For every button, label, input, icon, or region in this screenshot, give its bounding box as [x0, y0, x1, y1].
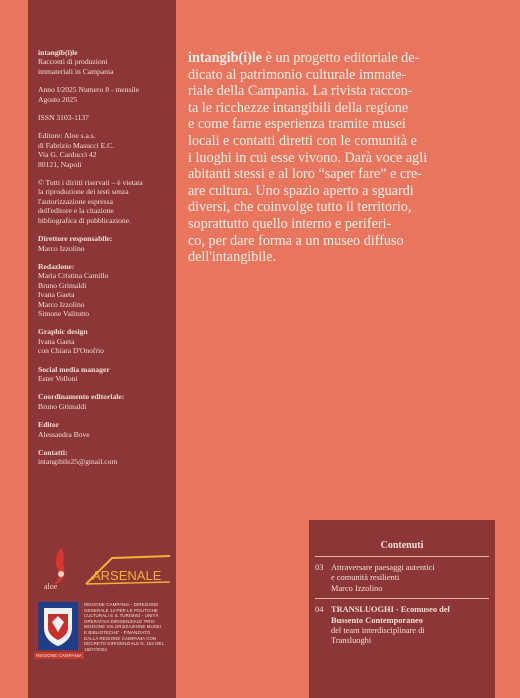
contents-box	[309, 520, 495, 698]
editorial-name-2: Bruno Grimaldi	[38, 280, 87, 290]
publisher-line-1: Editore: Aloe s.a.s.	[38, 131, 96, 141]
intro-brand: intangib(i)le	[188, 50, 263, 66]
intro-line-8: abitanti stessi e al loro “saper fare” e cre-	[188, 166, 422, 183]
contents-item[interactable]	[309, 557, 495, 598]
logos-area	[28, 536, 176, 698]
colophon-publisher	[38, 131, 176, 169]
contents-item-line: Attraversare paesaggi autentici	[331, 563, 435, 572]
contents-heading: Contenuti	[380, 540, 424, 551]
colophon-social	[38, 365, 176, 384]
gov-line-1: REGIONE CAMPANIA - DIREZIONE	[84, 602, 159, 607]
issn: ISSN 3103-1137	[38, 113, 89, 123]
colophon-contacts	[38, 448, 176, 467]
colophon-subtitle-2: immateriali in Campania	[38, 66, 114, 76]
director-label: Direttore responsabile:	[38, 234, 113, 244]
graphic-line-1: Ivana Gaeta	[38, 336, 75, 346]
contents-item-page: 04	[315, 605, 324, 615]
colophon-title: intangib(i)le	[38, 48, 78, 57]
gov-line-7: DALLA REGIONE CAMPANIA CON	[84, 635, 157, 641]
intro-line-12: co, per dare forma a un museo diffuso	[188, 232, 404, 249]
editorial-name-4: Marco Izzolino	[38, 299, 85, 309]
publisher-line-3: Via G. Carducci 42	[38, 150, 97, 160]
editorial-name-5: Simone Valitutto	[38, 308, 90, 318]
colophon-editorial	[38, 262, 176, 318]
intro-line-7: i luoghi in cui esse vivono. Darà voce agli	[188, 149, 428, 166]
contents-item-page: 03	[315, 563, 324, 572]
editorial-label: Redazione:	[38, 261, 75, 271]
publisher-line-4: 80121, Napoli	[38, 159, 82, 169]
intro-line-6: locali e contatti diretti con le comunità e	[188, 132, 417, 149]
editor-name: Alessandra Bove	[38, 429, 90, 439]
social-label: Social media manager	[38, 364, 110, 374]
social-name: Ester Volloni	[38, 373, 78, 383]
intro-line-13: dell'intangibile.	[188, 249, 277, 266]
contents-item-line: e comunità resilienti	[331, 573, 400, 583]
editor-label: Editor	[38, 420, 60, 430]
intro-line-2: dicato al patrimonio culturale immate-	[188, 66, 407, 83]
colophon-graphic	[38, 327, 176, 355]
graphic-line-2: con Chiara D'Onofrio	[38, 346, 104, 356]
colophon-subtitle-1: Racconti di produzioni	[38, 57, 108, 67]
colophon-issn	[38, 113, 176, 122]
gov-line-6: E BIBLIOTECHE' - FINANZIATO	[84, 629, 151, 635]
editorial-name-3: Ivana Gaeta	[38, 290, 75, 300]
gov-line-5: MOZIONE VALORIZZAZIONE MUSEI	[84, 624, 162, 630]
rights-line-1: © Tutti i diritti riservati – è vietata	[38, 178, 143, 188]
arsenale-logo-text: ARSENALE	[92, 568, 162, 583]
contents-item-author: Marco Izzolino	[331, 583, 383, 593]
intro-line-3: riale della Campania. La rivista raccon-	[188, 83, 413, 100]
contents-item-body	[331, 563, 435, 594]
intro-line-9: are cultura. Uno spazio aperto a sguardi	[188, 182, 414, 199]
director-name: Marco Izzolino	[38, 243, 85, 253]
region-label: REGIONE CAMPANIA	[36, 653, 83, 658]
contents-item-body	[331, 605, 450, 647]
contents-item[interactable]	[309, 599, 495, 651]
intro-line-11: soprattutto quello interno e periferi-	[188, 215, 392, 232]
rights-line-2: la riproduzione dei testi senza	[38, 187, 129, 197]
rights-line-5: bibliografica di pubblicazione.	[38, 215, 131, 225]
contents-item-line: del team interdisciplinare di	[331, 626, 425, 636]
arsenale-logo-icon	[82, 550, 174, 590]
rights-line-3: l'autorizzazione espressa	[38, 196, 113, 206]
intro-line-4: ta le ricchezze intangibili della regione	[188, 99, 409, 116]
intro-line-10: diversi, che coinvolge tutto il territorio,	[188, 199, 412, 216]
intro-first-line-rest: è un progetto editoriale de-	[262, 50, 420, 66]
contents-item-line: Transluoghi	[331, 636, 372, 646]
gov-line-4: OPERATIVA DIRIGENZIALE 'PRO-	[84, 618, 156, 624]
colophon-coordination	[38, 392, 176, 411]
contents-item-title-line: TRANSLUOGHI - Ecomuseo del	[331, 605, 450, 615]
contents-item-title-line: Bussento Contemporaneo	[331, 615, 423, 625]
colophon-masthead	[38, 48, 176, 76]
publisher-line-2: di Fabrizio Masucci E.C.	[38, 140, 115, 150]
colophon-editor	[38, 420, 176, 439]
intro-line-1	[188, 50, 508, 67]
rights-line-4: dell'editore e la citazione	[38, 206, 114, 216]
contacts-label: Contatti:	[38, 448, 68, 457]
editorial-name-1: Maria Cristina Camillo	[38, 271, 109, 281]
gov-line-2: GENERALE 12 PER LE POLITICHE	[84, 607, 159, 613]
region-campania-emblem-icon	[38, 602, 78, 650]
issue-line-1: Anno I/2025 Numero 8 - mensile	[38, 85, 140, 95]
intro-paragraph	[188, 50, 508, 266]
issue-line-2: Agosto 2025	[38, 94, 78, 104]
graphic-label: Graphic design	[38, 327, 88, 337]
intro-line-5: e come farne esperienza tramite musei	[188, 116, 406, 133]
contacts-email[interactable]: intangibile25@gmail.com	[38, 457, 118, 467]
coord-label: Coordinamento editoriale:	[38, 392, 125, 402]
colophon-issue	[38, 85, 176, 104]
government-credit	[84, 602, 176, 652]
gov-line-8: DECRETO DIRIGENZIALE N. 154 DEL	[84, 641, 165, 647]
coord-name: Bruno Grimaldi	[38, 401, 87, 411]
gov-line-9: 18/07/2024	[84, 646, 107, 652]
colophon-rights	[38, 178, 176, 225]
gov-line-3: CULTURALI E IL TURISMO - UNITÀ	[84, 613, 159, 619]
colophon-director	[38, 234, 176, 253]
aloe-logo-text: aloe	[44, 582, 58, 591]
